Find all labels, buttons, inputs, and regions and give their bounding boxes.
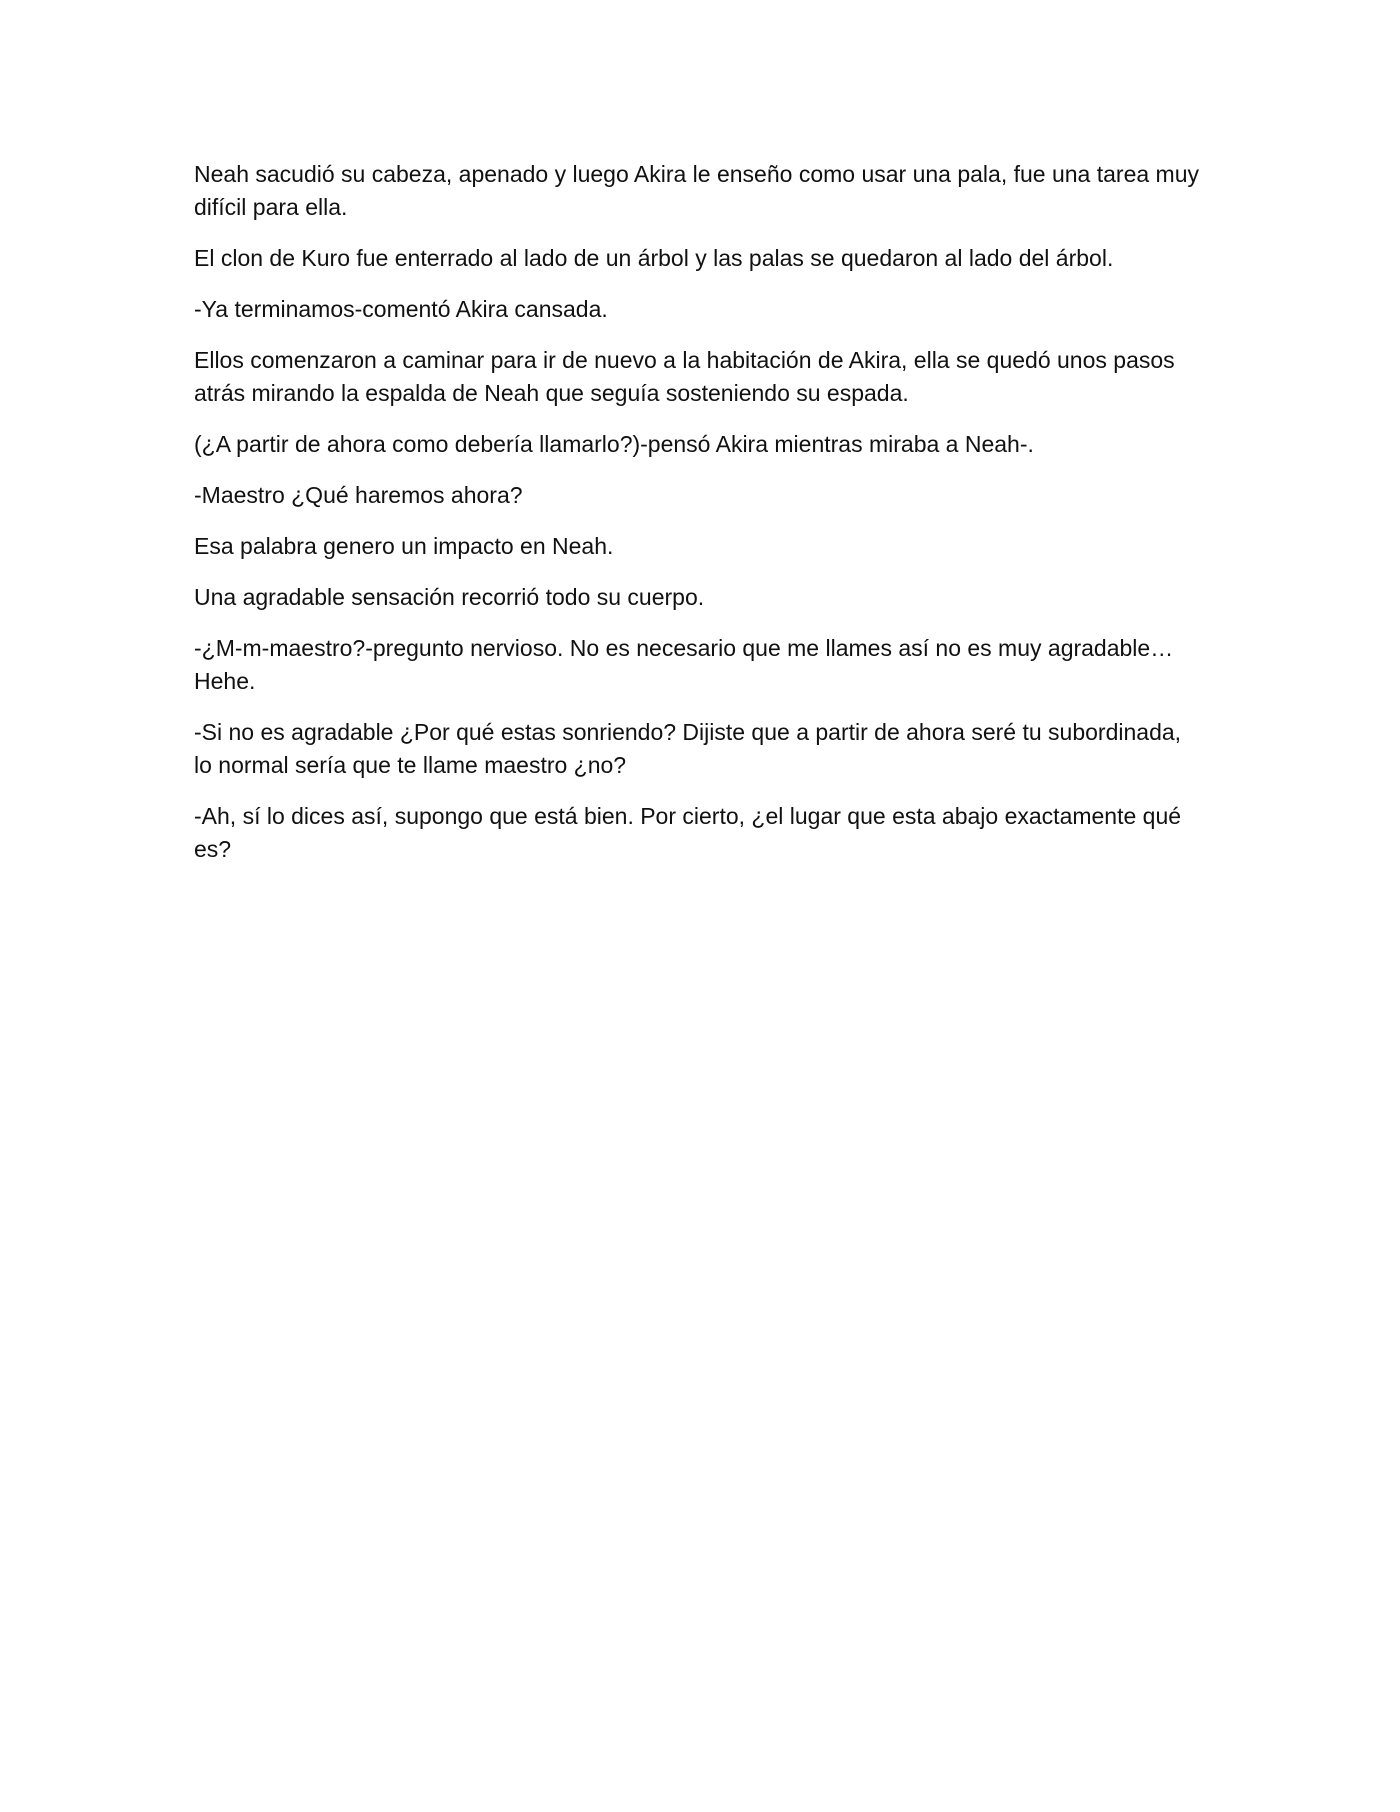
document-body xyxy=(194,158,1204,884)
paragraph-10: -Si no es agradable ¿Por qué estas sonriendo? Dijiste que a partir de ahora seré tu subordinada, lo normal sería que te llame maestro ¿no? xyxy=(194,719,1182,778)
paragraph-9: -¿M-m-maestro?-pregunto nervioso. No es necesario que me llames así no es muy agradable… Hehe. xyxy=(194,635,1174,694)
paragraph-5: (¿A partir de ahora como debería llamarlo?)-pensó Akira mientras miraba a Neah-. xyxy=(194,431,1034,457)
paragraph-7: Esa palabra genero un impacto en Neah. xyxy=(194,533,614,559)
paragraph-11: -Ah, sí lo dices así, supongo que está bien. Por cierto, ¿el lugar que esta abajo exactamente qué es? xyxy=(194,803,1182,862)
paragraph-8: Una agradable sensación recorrió todo su cuerpo. xyxy=(194,584,705,610)
paragraph-1: Neah sacudió su cabeza, apenado y luego Akira le enseño como usar una pala, fue una tarea muy difícil para ella. xyxy=(194,161,1200,220)
paragraph-2: El clon de Kuro fue enterrado al lado de un árbol y las palas se quedaron al lado del árbol. xyxy=(194,245,1114,271)
paragraph-4: Ellos comenzaron a caminar para ir de nuevo a la habitación de Akira, ella se quedó unos pasos atrás mirando la espalda de Neah que seguía sosteniendo su espada. xyxy=(194,347,1175,406)
paragraph-3: -Ya terminamos-comentó Akira cansada. xyxy=(194,296,608,322)
paragraph-6: -Maestro ¿Qué haremos ahora? xyxy=(194,482,523,508)
